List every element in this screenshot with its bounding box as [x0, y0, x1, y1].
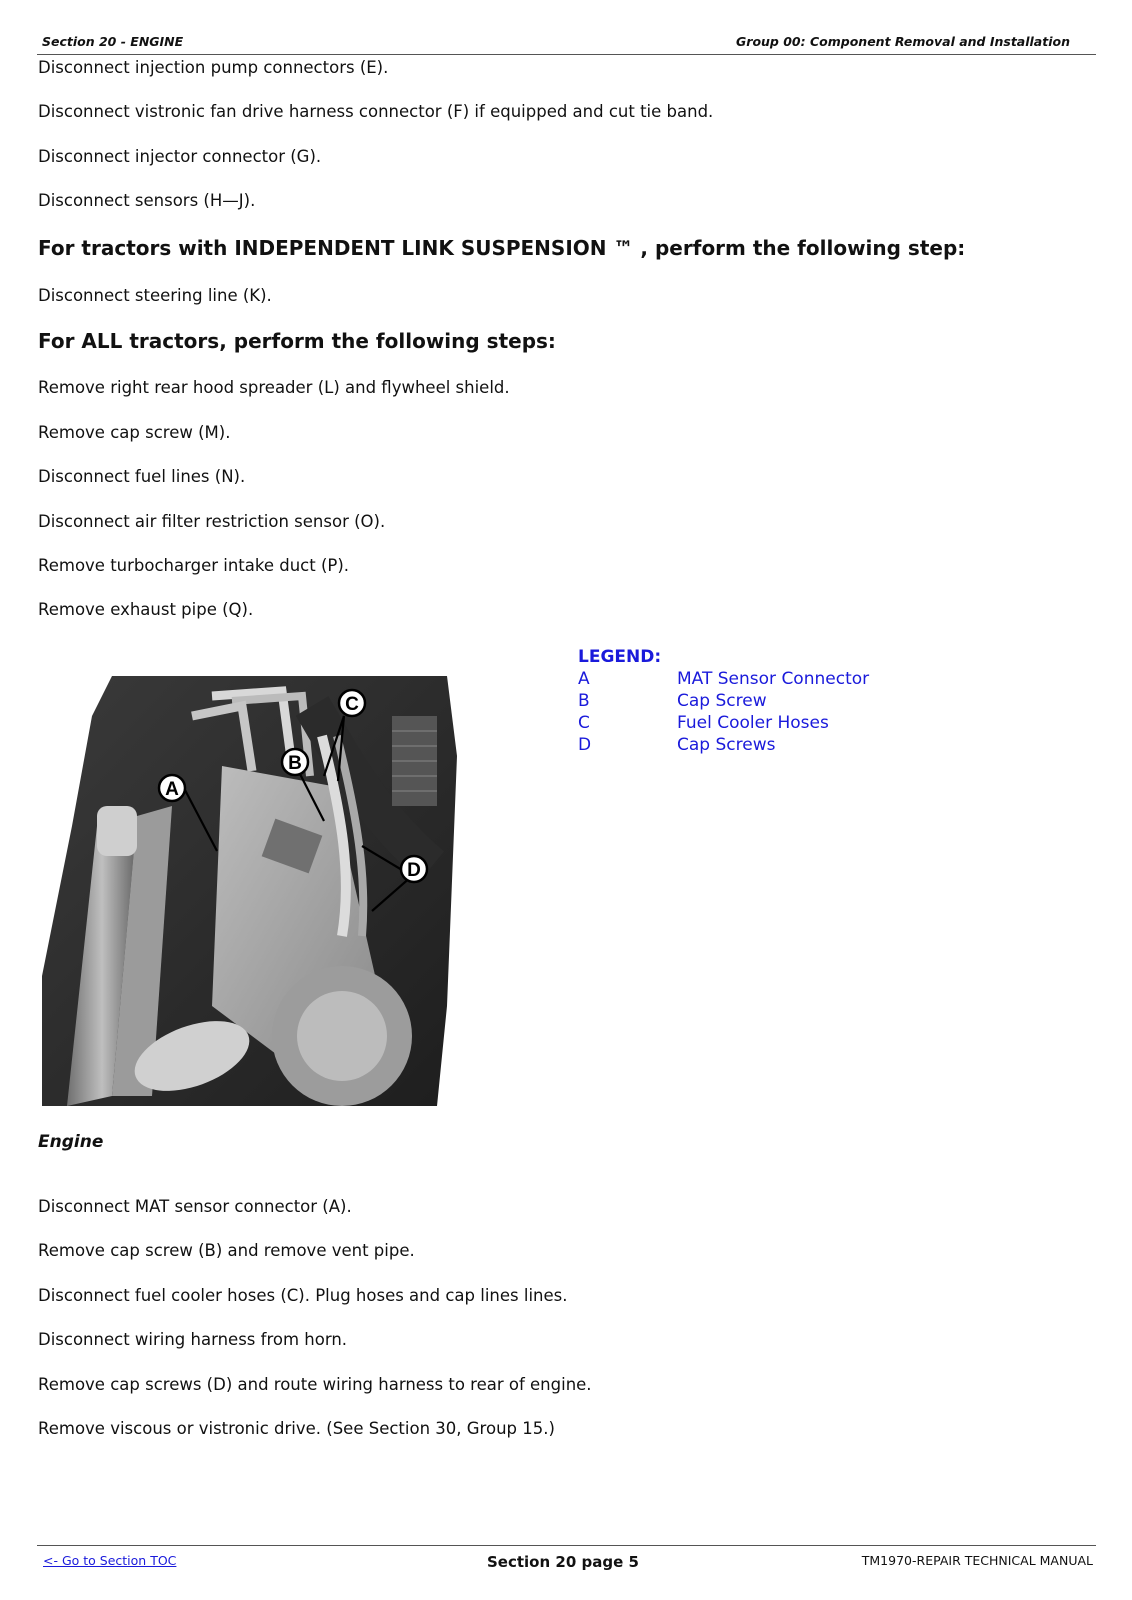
- callout-a: [159, 775, 185, 801]
- callout-label: D: [407, 860, 421, 881]
- section-header: Section 20 - ENGINE: [42, 34, 184, 49]
- step-paragraph: Disconnect vistronic fan drive harness connector (F) if equipped and cut tie band.: [38, 102, 714, 121]
- step-paragraph: Remove viscous or vistronic drive. (See Section 30, Group 15.): [38, 1419, 555, 1438]
- step-paragraph: Remove cap screw (B) and remove vent pipe.: [38, 1241, 415, 1260]
- callout-d: [401, 856, 427, 882]
- legend-title: LEGEND:: [578, 647, 662, 667]
- header-rule: [37, 54, 1096, 55]
- legend-row: [578, 734, 869, 756]
- legend-row: [578, 690, 869, 712]
- callout-c: [339, 690, 365, 716]
- step-paragraph: Disconnect fuel lines (N).: [38, 467, 246, 486]
- engine-figure: [42, 676, 457, 1106]
- step-paragraph: Disconnect fuel cooler hoses (C). Plug hoses and cap lines lines.: [38, 1286, 568, 1305]
- step-paragraph: Disconnect steering line (K).: [38, 286, 272, 305]
- legend: [578, 646, 869, 756]
- all-tractors-heading: For ALL tractors, perform the following steps:: [38, 329, 556, 353]
- legend-row: [578, 668, 869, 690]
- legend-key: B: [578, 691, 590, 711]
- figure-caption: Engine: [38, 1132, 104, 1152]
- step-paragraph: Disconnect injection pump connectors (E).: [38, 58, 389, 77]
- ils-heading: For tractors with INDEPENDENT LINK SUSPENSION ™ , perform the following step:: [38, 236, 966, 260]
- legend-label: Cap Screw: [677, 691, 767, 711]
- legend-key: A: [578, 669, 590, 689]
- callout-label: A: [165, 779, 179, 800]
- step-paragraph: Disconnect wiring harness from horn.: [38, 1330, 348, 1349]
- footer-rule: [37, 1545, 1096, 1546]
- step-paragraph: Remove cap screws (D) and route wiring harness to rear of engine.: [38, 1375, 592, 1394]
- legend-key: D: [578, 735, 592, 755]
- legend-label: Cap Screws: [677, 735, 776, 755]
- callout-label: B: [288, 753, 302, 774]
- page-number: Section 20 page 5: [487, 1553, 639, 1571]
- legend-label: Fuel Cooler Hoses: [677, 713, 829, 733]
- legend-label: MAT Sensor Connector: [677, 669, 870, 689]
- legend-row: [578, 712, 869, 734]
- step-paragraph: Remove right rear hood spreader (L) and flywheel shield.: [38, 378, 510, 397]
- go-to-section-toc-link[interactable]: <- Go to Section TOC: [43, 1553, 177, 1568]
- manual-title: TM1970-REPAIR TECHNICAL MANUAL: [861, 1553, 1093, 1568]
- callout-b: [282, 749, 308, 775]
- step-paragraph: Disconnect injector connector (G).: [38, 147, 322, 166]
- step-paragraph: Disconnect air filter restriction sensor (O).: [38, 512, 386, 531]
- legend-key: C: [578, 713, 590, 733]
- step-paragraph: Remove turbocharger intake duct (P).: [38, 556, 350, 575]
- step-paragraph: Disconnect sensors (H—J).: [38, 191, 256, 210]
- step-paragraph: Disconnect MAT sensor connector (A).: [38, 1197, 352, 1216]
- step-paragraph: Remove exhaust pipe (Q).: [38, 600, 254, 619]
- step-paragraph: Remove cap screw (M).: [38, 423, 231, 442]
- group-header: Group 00: Component Removal and Installation: [736, 34, 1070, 49]
- callout-label: C: [345, 694, 359, 715]
